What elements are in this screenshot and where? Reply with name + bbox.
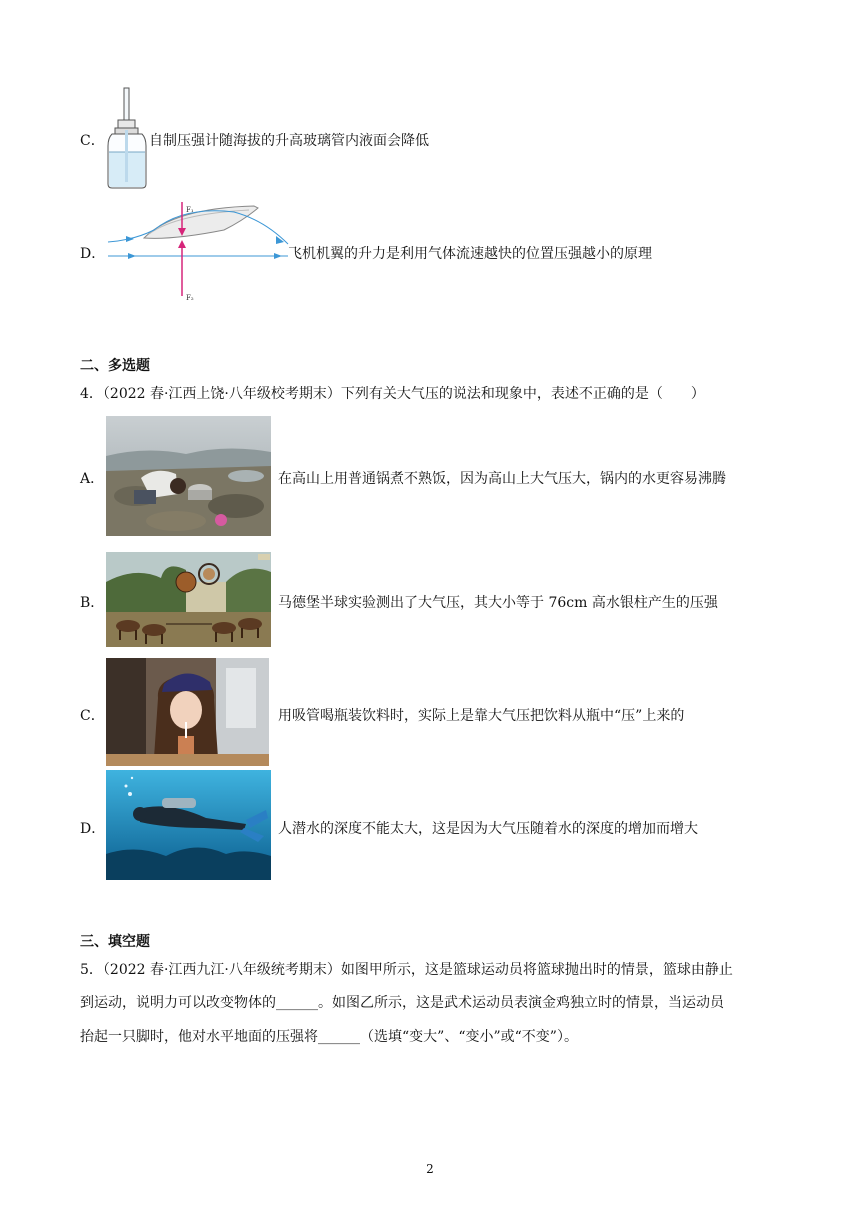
- option-d-text: 飞机机翼的升力是利用气体流速越快的位置压强越小的原理: [288, 246, 652, 262]
- girl-drinking-straw-photo: [106, 658, 269, 766]
- option-c-letter: C．: [80, 133, 105, 149]
- option-d-letter: D．: [80, 246, 106, 262]
- force-f1-label: F₁: [186, 206, 194, 214]
- q4-option-b-letter: B．: [80, 595, 105, 611]
- q4-option-d-text: 人潜水的深度不能太大，这是因为大气压随着水的深度的增加而增大: [278, 821, 698, 837]
- option-c-text: 自制压强计随海拔的升高玻璃管内液面会降低: [149, 133, 429, 149]
- magdeburg-hemispheres-illustration: [106, 552, 271, 647]
- page-number: 2: [426, 1162, 434, 1176]
- q4-option-a-letter: A．: [80, 471, 105, 487]
- question-5-line-2: 到运动，说明力可以改变物体的______。如图乙所示，这是武术运动员表演金鸡独立时的情景，当运动员: [80, 995, 724, 1011]
- question-5-line-1: 5．（2022 春·江西九江·八年级统考期末）如图甲所示，这是篮球运动员将篮球抛出时的情景，篮球由静止: [80, 962, 733, 978]
- q4-option-b-text: 马德堡半球实验测出了大气压，其大小等于 76cm 高水银柱产生的压强: [278, 595, 718, 611]
- question-5-line-3: 抬起一只脚时，他对水平地面的压强将______（选填“变大”、“变小”或“不变”）。: [80, 1029, 578, 1045]
- airplane-wing-airflow-icon: [104, 200, 290, 304]
- section-heading-fill-in: 三、填空题: [80, 934, 150, 950]
- q4-option-c-text: 用吸管喝瓶装饮料时，实际上是靠大气压把饮料从瓶中“压”上来的: [278, 708, 685, 724]
- q4-option-d-letter: D．: [80, 821, 106, 837]
- section-heading-multiple-choice: 二、多选题: [80, 358, 150, 374]
- q4-option-c-letter: C．: [80, 708, 105, 724]
- force-f2-label: F₂: [186, 294, 194, 302]
- scuba-diver-photo: [106, 770, 271, 880]
- question-4-stem: 4．（2022 春·江西上饶·八年级校考期末）下列有关大气压的说法和现象中，表述不正确的是（ ）: [80, 386, 705, 402]
- pressure-gauge-bottle-icon: [102, 86, 152, 190]
- mountain-cooking-photo: [106, 416, 271, 536]
- q4-option-a-text: 在高山上用普通锅煮不熟饭，因为高山上大气压大，锅内的水更容易沸腾: [278, 471, 726, 487]
